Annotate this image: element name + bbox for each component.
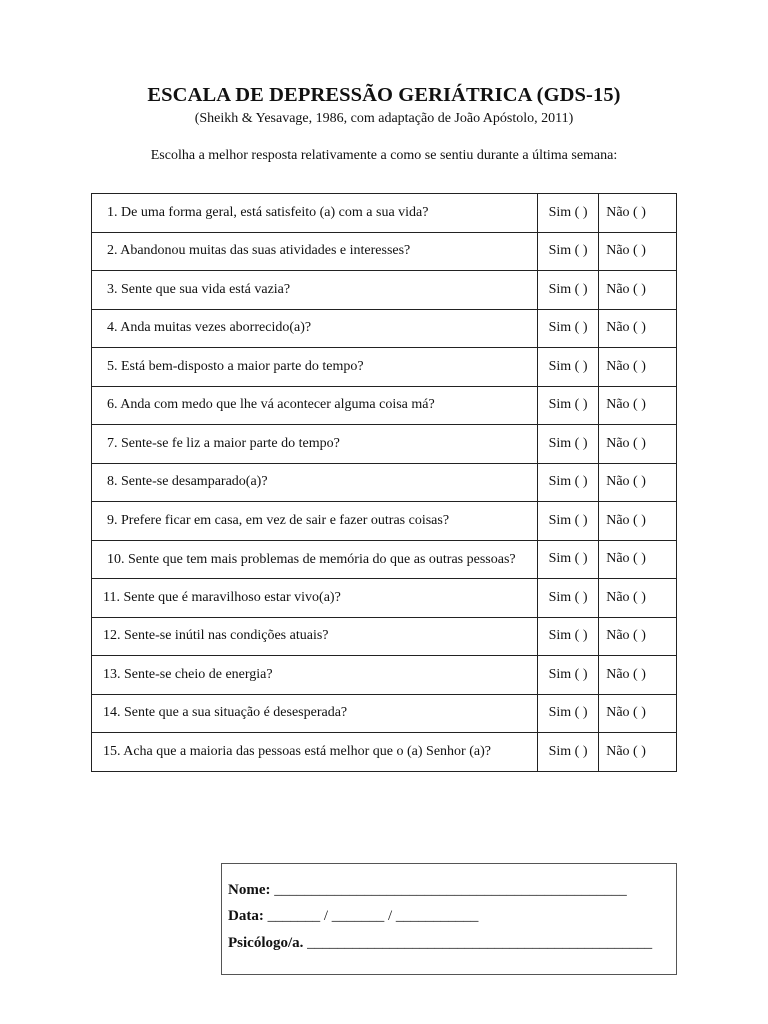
question-text: 1. De uma forma geral, está satisfeito (a) com a sua vida?: [92, 194, 538, 233]
question-text: 11. Sente que é maravilhoso estar vivo(a)?: [92, 579, 538, 618]
answer-no-option[interactable]: Não ( ): [599, 309, 677, 348]
answer-yes-option[interactable]: Sim ( ): [537, 194, 598, 233]
table-row: [92, 232, 677, 271]
table-row: [92, 194, 677, 233]
answer-yes-option[interactable]: Sim ( ): [537, 502, 598, 541]
answer-no-option[interactable]: Não ( ): [599, 194, 677, 233]
question-text: 9. Prefere ficar em casa, em vez de sair e fazer outras coisas?: [92, 502, 538, 541]
answer-no-option[interactable]: Não ( ): [599, 425, 677, 464]
answer-no-option[interactable]: Não ( ): [599, 617, 677, 656]
answer-yes-option[interactable]: Sim ( ): [537, 733, 598, 772]
instructions-text: Escolha a melhor resposta relativamente a como se sentiu durante a última semana:: [150, 148, 618, 163]
answer-yes-option[interactable]: Sim ( ): [537, 386, 598, 425]
answer-no-option[interactable]: Não ( ): [599, 656, 677, 695]
name-line: [228, 882, 627, 899]
answer-yes-option[interactable]: Sim ( ): [537, 656, 598, 695]
table-row: [92, 694, 677, 733]
answer-no-option[interactable]: Não ( ): [599, 463, 677, 502]
answer-no-option[interactable]: Não ( ): [599, 733, 677, 772]
name-label: Nome:: [228, 882, 271, 898]
table-row: [92, 463, 677, 502]
date-field[interactable]: _______ / _______ / ___________: [267, 908, 479, 924]
question-text: 3. Sente que sua vida está vazia?: [92, 271, 538, 310]
table-row: [92, 502, 677, 541]
table-row: [92, 386, 677, 425]
answer-no-option[interactable]: Não ( ): [599, 540, 677, 579]
answer-no-option[interactable]: Não ( ): [599, 502, 677, 541]
question-text: 14. Sente que a sua situação é desesperada?: [92, 694, 538, 733]
question-text: 4. Anda muitas vezes aborrecido(a)?: [92, 309, 538, 348]
answer-yes-option[interactable]: Sim ( ): [537, 425, 598, 464]
table-row: [92, 540, 677, 579]
question-text: 5. Está bem-disposto a maior parte do tempo?: [92, 348, 538, 387]
answer-no-option[interactable]: Não ( ): [599, 579, 677, 618]
question-text: 7. Sente-se fe liz a maior parte do tempo?: [92, 425, 538, 464]
table-row: [92, 579, 677, 618]
answer-yes-option[interactable]: Sim ( ): [537, 694, 598, 733]
date-label: Data:: [228, 908, 264, 924]
table-row: [92, 617, 677, 656]
answer-no-option[interactable]: Não ( ): [599, 386, 677, 425]
table-row: [92, 271, 677, 310]
answer-yes-option[interactable]: Sim ( ): [537, 271, 598, 310]
table-row: [92, 309, 677, 348]
answer-yes-option[interactable]: Sim ( ): [537, 232, 598, 271]
answer-yes-option[interactable]: Sim ( ): [537, 463, 598, 502]
question-text: 12. Sente-se inútil nas condições atuais?: [92, 617, 538, 656]
answer-yes-option[interactable]: Sim ( ): [537, 540, 598, 579]
answer-yes-option[interactable]: Sim ( ): [537, 617, 598, 656]
answer-no-option[interactable]: Não ( ): [599, 348, 677, 387]
table-row: [92, 425, 677, 464]
name-field[interactable]: _______________________________________________: [274, 882, 627, 898]
respondent-info-box: [221, 863, 677, 975]
question-text: 2. Abandonou muitas das suas atividades e interesses?: [92, 232, 538, 271]
psychologist-field[interactable]: ______________________________________________: [307, 935, 653, 951]
psychologist-label: Psicólogo/a.: [228, 935, 304, 951]
answer-yes-option[interactable]: Sim ( ): [537, 348, 598, 387]
answer-no-option[interactable]: Não ( ): [599, 232, 677, 271]
answer-yes-option[interactable]: Sim ( ): [537, 309, 598, 348]
question-text: 13. Sente-se cheio de energia?: [92, 656, 538, 695]
answer-no-option[interactable]: Não ( ): [599, 271, 677, 310]
document-title: ESCALA DE DEPRESSÃO GERIÁTRICA (GDS-15): [147, 84, 621, 106]
answer-no-option[interactable]: Não ( ): [599, 694, 677, 733]
table-row: [92, 733, 677, 772]
question-text: 15. Acha que a maioria das pessoas está melhor que o (a) Senhor (a)?: [92, 733, 538, 772]
table-row: [92, 348, 677, 387]
question-text: 6. Anda com medo que lhe vá acontecer alguma coisa má?: [92, 386, 538, 425]
document-subtitle: (Sheikh & Yesavage, 1986, com adaptação de João Apóstolo, 2011): [194, 111, 574, 126]
table-row: [92, 656, 677, 695]
question-text: 8. Sente-se desamparado(a)?: [92, 463, 538, 502]
questionnaire-table: [91, 193, 677, 772]
question-text: 10. Sente que tem mais problemas de memória do que as outras pessoas?: [92, 540, 538, 579]
psychologist-line: [228, 935, 652, 952]
date-line: [228, 908, 478, 925]
answer-yes-option[interactable]: Sim ( ): [537, 579, 598, 618]
